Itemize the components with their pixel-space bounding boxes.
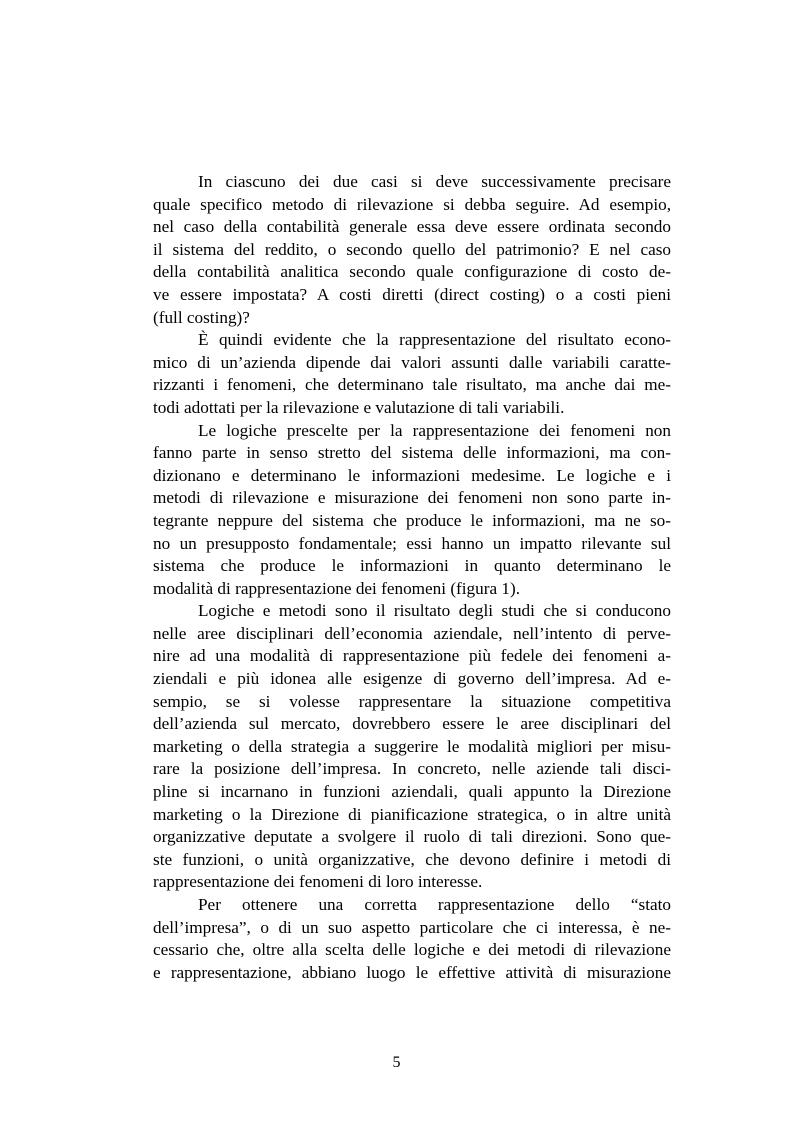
text-line: marketing o la Direzione di pianificazione strategica, o in altre unità	[153, 804, 671, 824]
text-line: quale specifico metodo di rilevazione si debba seguire. Ad esempio,	[153, 194, 671, 214]
body-text	[153, 171, 671, 984]
text-line: organizzative deputate a svolgere il ruolo di tali direzioni. Sono que-	[153, 827, 671, 847]
text-line: della contabilità analitica secondo quale configurazione di costo de-	[153, 262, 671, 282]
text-line: Logiche e metodi sono il risultato degli studi che si conducono	[198, 601, 671, 621]
text-line: modalità di rappresentazione dei fenomeni (figura 1).	[153, 578, 520, 598]
text-line: il sistema del reddito, o secondo quello del patrimonio? E nel caso	[153, 239, 671, 259]
paragraph	[153, 420, 671, 601]
text-line: ve essere impostata? A costi diretti (direct costing) o a costi pieni	[153, 284, 671, 304]
text-line: nire ad una modalità di rappresentazione più fedele dei fenomeni a-	[153, 646, 671, 666]
paragraph	[153, 329, 671, 419]
text-line: e rappresentazione, abbiano luogo le effettive attività di misurazione	[153, 962, 671, 982]
text-line: ste funzioni, o unità organizzative, che devono definire i metodi di	[153, 849, 671, 869]
text-line: sistema che produce le informazioni in quanto determinano le	[153, 556, 671, 576]
text-line: sempio, se si volesse rappresentare la situazione competitiva	[153, 691, 671, 711]
text-line: mico di un’azienda dipende dai valori assunti dalle variabili caratte-	[153, 352, 671, 372]
paragraph	[153, 600, 671, 894]
text-line: Le logiche prescelte per la rappresentazione dei fenomeni non	[198, 420, 671, 440]
text-line: Per ottenere una corretta rappresentazione dello “stato	[198, 895, 671, 914]
text-line: ziendali e più idonea alle esigenze di governo dell’impresa. Ad e-	[153, 669, 671, 689]
text-line: cessario che, oltre alla scelta delle logiche e dei metodi di rilevazione	[153, 940, 671, 960]
text-line: pline si incarnano in funzioni aziendali, quali appunto la Direzione	[153, 782, 671, 802]
page-number: 5	[392, 1054, 401, 1071]
text-line: È quindi evidente che la rappresentazione del risultato econo-	[198, 330, 671, 350]
text-line: nelle aree disciplinari dell’economia aziendale, nell’intento di perve-	[153, 623, 671, 643]
paragraph	[153, 171, 671, 329]
text-line: In ciascuno dei due casi si deve successivamente precisare	[198, 172, 671, 191]
text-line: fanno parte in senso stretto del sistema delle informazioni, ma con-	[153, 443, 671, 463]
text-line: dell’azienda sul mercato, dovrebbero essere le aree disciplinari del	[153, 714, 671, 734]
paragraph	[153, 894, 671, 984]
text-line: no un presupposto fondamentale; essi hanno un impatto rilevante sul	[153, 533, 671, 553]
text-line: todi adottati per la rilevazione e valutazione di tali variabili.	[153, 397, 565, 417]
text-line: rare la posizione dell’impresa. In concreto, nelle aziende tali disci-	[153, 759, 671, 779]
text-line: nel caso della contabilità generale essa deve essere ordinata secondo	[153, 217, 671, 237]
text-line: rizzanti i fenomeni, che determinano tale risultato, ma anche dai me-	[153, 375, 671, 395]
text-line: marketing o della strategia a suggerire le modalità migliori per misu-	[153, 736, 671, 756]
text-line: dizionano e determinano le informazioni medesime. Le logiche e i	[153, 465, 671, 485]
text-line: tegrante neppure del sistema che produce le informazioni, ma ne so-	[153, 510, 671, 530]
text-line: dell’impresa”, o di un suo aspetto particolare che ci interessa, è ne-	[153, 917, 671, 937]
text-line: (full costing)?	[153, 307, 250, 327]
text-line: rappresentazione dei fenomeni di loro interesse.	[153, 872, 483, 892]
text-line: metodi di rilevazione e misurazione dei fenomeni non sono parte in-	[153, 488, 671, 508]
